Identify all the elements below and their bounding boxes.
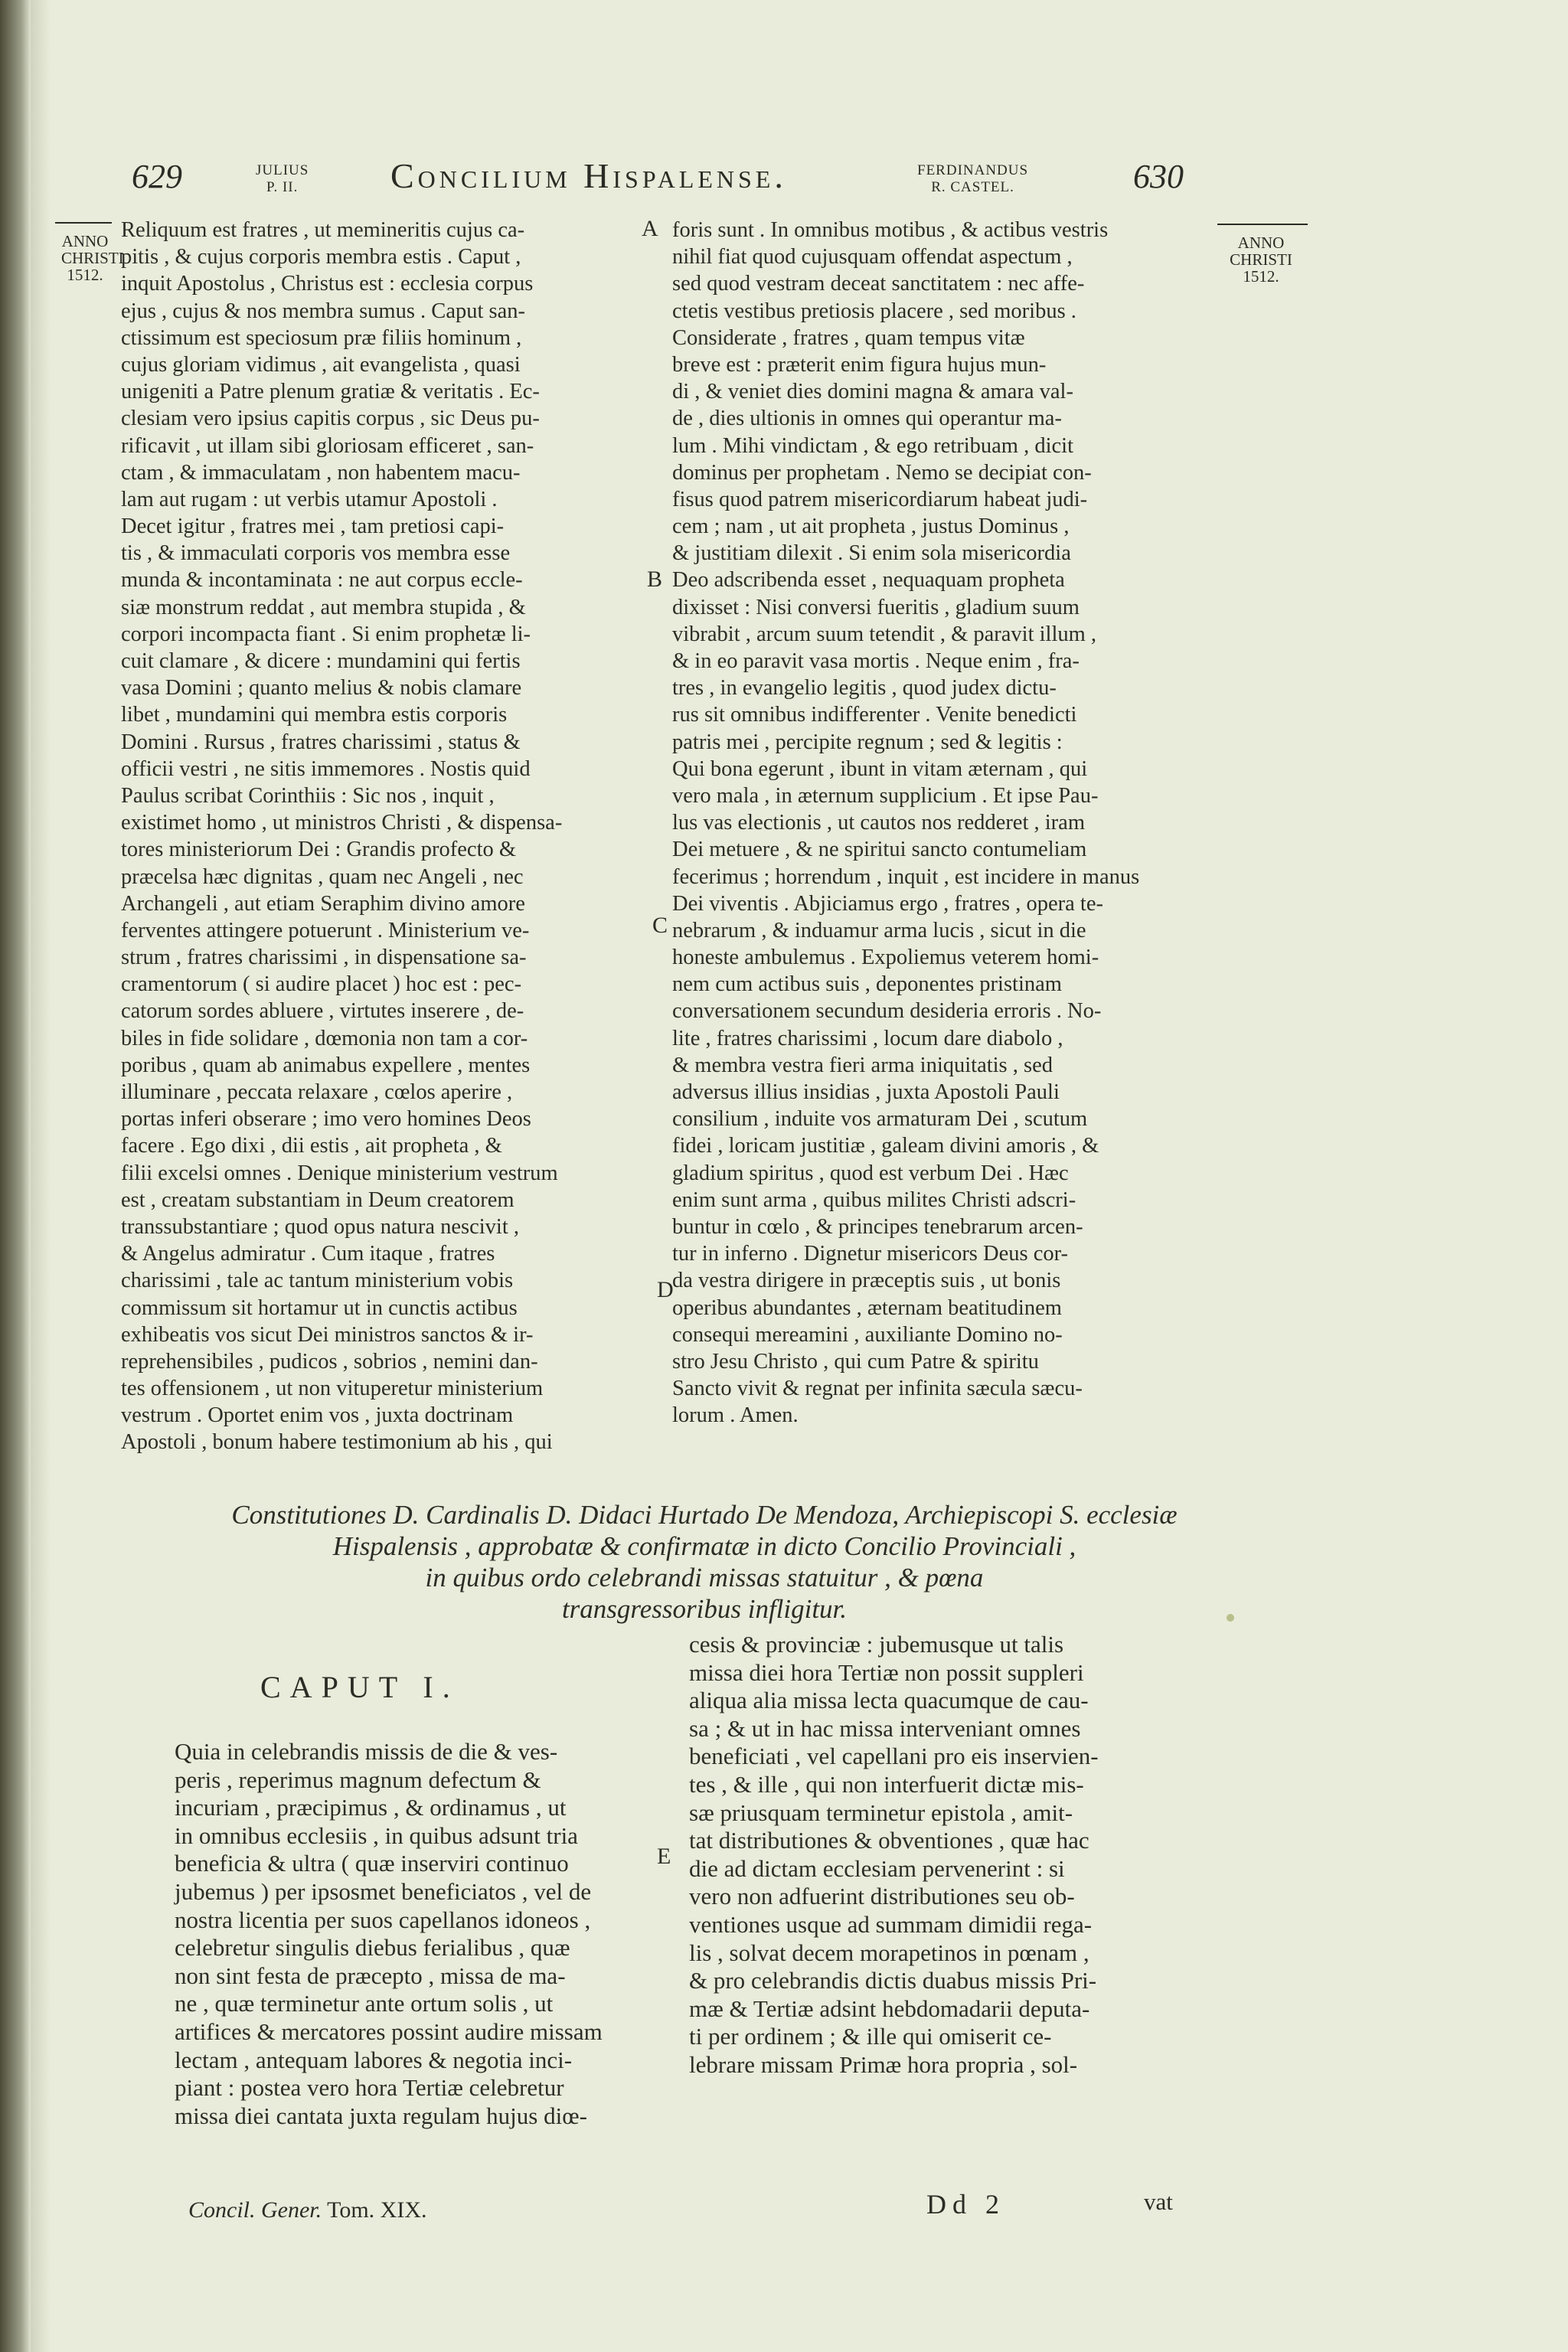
text-line: & justitiam dilexit . Si enim sola misericordia [672, 541, 1071, 566]
text-line: breve est : præterit enim figura hujus mun- [672, 352, 1047, 377]
text-line: cuit clamare , & dicere : mundamini qui fertis [121, 649, 521, 673]
margin-note-right-line3: 1512. [1243, 267, 1279, 286]
text-line: rus sit omnibus indifferenter . Venite benedicti [672, 703, 1077, 727]
text-line: jubemus ) per ipsosmet beneficiatos , vel de [175, 1877, 592, 1905]
section-letter-c: C [652, 913, 668, 938]
text-line: lus vas electionis , ut cautos nos redderet , iram [672, 811, 1085, 835]
text-line: commissum sit hortamur ut in cunctis actibus [121, 1295, 518, 1320]
margin-note-left-line1: ANNO [61, 232, 109, 250]
text-line: buntur in cœlo , & principes tenebrarum arcen- [672, 1214, 1083, 1239]
text-line: rificavit , ut illam sibi gloriosam efficeret , san- [121, 433, 534, 458]
header-pope-number: P. II. [266, 179, 299, 195]
text-line: ti per ordinem ; & ille qui omiserit ce- [689, 2023, 1052, 2050]
footer-signature [188, 2197, 427, 2223]
footer-series: Concil. Gener. [188, 2197, 322, 2223]
section-letter-e: E [657, 1844, 671, 1869]
text-line: vestrum . Oportet enim vos , juxta doctrinam [121, 1403, 514, 1428]
text-line: tores ministeriorum Dei : Grandis profecto & [121, 838, 517, 862]
text-line: tres , in evangelio legitis , quod judex dictu- [672, 676, 1057, 701]
text-line: nem cum actibus suis , deponentes pristinam [672, 972, 1062, 997]
text-line: de , dies ultionis in omnes qui operantur ma- [672, 407, 1062, 431]
catchword: vat [1144, 2188, 1173, 2215]
text-line: missa diei cantata juxta regulam hujus diœ- [175, 2102, 587, 2129]
text-line: enim sunt arma , quibus milites Christi adscri- [672, 1187, 1076, 1212]
text-line: fisus quod patrem misericordiarum habeat judi- [672, 487, 1088, 511]
text-line: lum . Mihi vindictam , & ego retribuam , dicit [672, 433, 1073, 458]
text-line: & Angelus admiratur . Cum itaque , fratres [121, 1242, 495, 1266]
text-line: ventiones usque ad summam dimidii rega- [689, 1910, 1093, 1938]
text-line: Qui bona egerunt , ibunt in vitam æternam , qui [672, 756, 1088, 781]
text-line: Considerate , fratres , quam tempus vitæ [672, 325, 1025, 350]
text-line: gladium spiritus , quod est verbum Dei . Hæc [672, 1161, 1069, 1185]
text-line: & pro celebrandis dictis duabus missis Pri- [689, 1967, 1097, 1994]
text-line: inquit Apostolus , Christus est : ecclesia corpus [121, 272, 534, 296]
text-line: patris mei , percipite regnum ; sed & legitis : [672, 730, 1063, 754]
text-line: Dei metuere , & ne spiritui sancto contumeliam [672, 838, 1087, 862]
text-line: ferventes attingere potuerunt . Ministerium ve- [121, 918, 530, 942]
text-line: Deo adscribenda esset , nequaquam propheta [672, 568, 1065, 593]
text-line: dominus per prophetam . Nemo se decipiat con- [672, 460, 1092, 485]
margin-rule-right [1217, 224, 1308, 225]
text-line: cramentorum ( si audire placet ) hoc est : pec- [121, 972, 522, 997]
text-line: conversationem secundum desideria erroris . No- [672, 999, 1102, 1024]
text-line: strum , fratres charissimi , in dispensatione sa- [121, 946, 527, 970]
text-line: beneficia & ultra ( quæ inserviri continuo [175, 1850, 569, 1877]
text-line: fidei , loricam justitiæ , galeam divini amoris , & [672, 1134, 1099, 1158]
text-line: foris sunt . In omnibus motibus , & actibus vestris [672, 218, 1109, 242]
text-line: sed quod vestram deceat sanctitatem : nec affe- [672, 272, 1085, 296]
text-line: tes offensionem , ut non vituperetur ministerium [121, 1377, 544, 1401]
text-line: ctissimum est speciosum præ filiis hominum , [121, 325, 522, 350]
text-line: facere . Ego dixi , dii estis , ait propheta , & [121, 1134, 502, 1158]
text-line: artifices & mercatores possint audire missam [175, 2017, 603, 2045]
text-line: incuriam , præcipimus , & ordinamus , ut [175, 1794, 567, 1821]
left-column-caput-text [175, 1738, 642, 2130]
margin-note-right [1216, 234, 1306, 285]
book-gutter-shadow [0, 0, 31, 2352]
text-line: biles in fide solidare , dœmonia non tam a cor- [121, 1026, 528, 1050]
text-line: missa diei hora Tertiæ non possit suppleri [689, 1658, 1084, 1686]
text-line: fecerimus ; horrendum , inquit , est incidere in manus [672, 864, 1140, 889]
text-line: ejus , cujus & nos membra sumus . Caput san- [121, 299, 525, 323]
signature-mark: Dd 2 [926, 2189, 1005, 2220]
caput-heading: CAPUT I. [260, 1670, 459, 1704]
text-line: unigeniti a Patre plenum gratiæ & veritatis . Ec- [121, 380, 540, 404]
text-line: honeste ambulemus . Expoliemus veterem homi- [672, 946, 1099, 970]
text-line: transsubstantiare ; quod opus natura nescivit , [121, 1214, 520, 1239]
text-line: pitis , & cujus corporis membra estis . Caput , [121, 245, 521, 270]
text-line: consilium , induite vos armaturam Dei , scutum [672, 1107, 1088, 1132]
text-line: nostra licentia per suos capellanos idoneos , [175, 1906, 591, 1933]
margin-note-right-line2: CHRISTI [1230, 250, 1292, 269]
text-line: vasa Domini ; quanto melius & nobis clamare [121, 676, 522, 701]
text-line: beneficiati , vel capellani pro eis inservien- [689, 1743, 1099, 1770]
text-line: munda & incontaminata : ne aut corpus eccle- [121, 568, 523, 593]
constitution-heading-line3: in quibus ordo celebrandi missas statuitur , & pœna [425, 1563, 984, 1592]
text-line: celebretur singulis diebus ferialibus , quæ [175, 1934, 570, 1962]
text-line: charissimi , tale ac tantum ministerium vobis [121, 1269, 514, 1293]
header-king-name: FERDINANDUS [917, 162, 1029, 178]
text-line: tis , & immaculati corporis vos membra esse [121, 541, 511, 566]
text-line: nihil fiat quod cujusquam offendat aspectum , [672, 245, 1073, 270]
text-line: piant : postea vero hora Tertiæ celebretur [175, 2074, 564, 2102]
text-line: lis , solvat decem morapetinos in pœnam , [689, 1939, 1089, 1966]
header-pope-name: JULIUS [256, 162, 309, 178]
text-line: aliqua alia missa lecta quacumque de cau- [689, 1687, 1089, 1714]
text-line: Decet igitur , fratres mei , tam pretiosi capi- [121, 514, 505, 539]
text-line: sa ; & ut in hac missa interveniant omnes [689, 1714, 1081, 1742]
text-line: peris , reperimus magnum defectum & [175, 1766, 541, 1793]
text-line: dixisset : Nisi conversi fueritis , gladium suum [672, 595, 1080, 619]
text-line: Apostoli , bonum habere testimonium ab his , qui [121, 1430, 553, 1455]
text-line: ctetis vestibus pretiosis placere , sed moribus . [672, 299, 1076, 323]
text-line: est , creatam substantiam in Deum creatorem [121, 1187, 514, 1212]
constitution-heading-line4: transgressoribus infligitur. [561, 1594, 848, 1624]
text-line: consequi mereamini , auxiliante Domino no- [672, 1322, 1063, 1347]
left-column-text [121, 217, 634, 1456]
margin-rule-left [55, 222, 112, 224]
footer-volume: Tom. XIX. [327, 2197, 427, 2223]
text-line: existimet homo , ut ministros Christi , & dispensa- [121, 811, 563, 835]
section-letter-b: B [647, 567, 663, 592]
text-line: in omnibus ecclesiis , in quibus adsunt tria [175, 1821, 578, 1849]
text-line: Paulus scribat Corinthiis : Sic nos , inquit , [121, 783, 495, 808]
text-line: poribus , quam ab animabus expellere , mentes [121, 1053, 531, 1077]
text-line: cesis & provinciæ : jubemusque ut talis [689, 1631, 1064, 1658]
text-line: Domini . Rursus , fratres charissimi , status & [121, 730, 521, 754]
margin-note-right-line1: ANNO [1237, 234, 1285, 252]
text-line: vero non adfuerint distributiones seu ob- [689, 1883, 1075, 1910]
text-line: libet , mundamini qui membra estis corporis [121, 703, 508, 727]
text-line: præcelsa hæc dignitas , quam nec Angeli , nec [121, 864, 524, 889]
text-line: lite , fratres charissimi , locum dare diabolo , [672, 1026, 1063, 1050]
text-line: officii vestri , ne sitis immemores . Nostis quid [121, 756, 531, 781]
text-line: Archangeli , aut etiam Seraphim divino amore [121, 891, 525, 916]
text-line: nebrarum , & induamur arma lucis , sicut in die [672, 918, 1086, 942]
text-line: portas inferi obserare ; imo vero homines Deos [121, 1107, 531, 1132]
text-line: Dei viventis . Abjiciamus ergo , fratres , opera te- [672, 891, 1103, 916]
constitution-heading-line1: Constitutiones D. Cardinalis D. Didaci Hurtado De Mendoza, Archiepiscopi S. ecclesiæ [231, 1500, 1178, 1530]
text-line: lorum . Amen. [672, 1403, 799, 1428]
text-line: & membra vestra fieri arma iniquitatis , sed [672, 1053, 1054, 1077]
right-column-text [672, 217, 1208, 1429]
page-number-right: 630 [1133, 158, 1184, 195]
text-line: ctam , & immaculatam , non habentem macu- [121, 460, 521, 485]
right-column-caput-text [689, 1631, 1217, 2079]
text-line: tat distributiones & obventiones , quæ hac [689, 1827, 1089, 1854]
page-title: Concilium Hispalense. [390, 156, 787, 195]
text-line: illuminare , peccata relaxare , cœlos aperire , [121, 1080, 513, 1104]
section-letter-a: A [642, 216, 658, 241]
text-line: reprehensibiles , pudicos , sobrios , nemini dan- [121, 1349, 538, 1374]
text-line: non sint festa de præcepto , missa de ma- [175, 1962, 566, 1989]
text-line: tes , & ille , qui non interfuerit dictæ mis- [689, 1770, 1084, 1798]
text-line: clesiam vero ipsius capitis corpus , sic Deus pu- [121, 407, 540, 431]
text-line: di , & veniet dies domini magna & amara val- [672, 380, 1073, 404]
text-line: ne , quæ terminetur ante ortum solis , ut [175, 1990, 554, 2017]
text-line: Reliquum est fratres , ut memineritis cujus ca- [121, 218, 525, 242]
margin-note-left-line2: CHRISTI [61, 249, 124, 267]
constitution-heading-line2: Hispalensis , approbatæ & confirmatæ in dicto Concilio Provinciali , [332, 1531, 1076, 1561]
page-edge [31, 0, 51, 2352]
text-line: catorum sordes abluere , virtutes inserere , de- [121, 999, 524, 1024]
text-line: vero mala , in æternum supplicium . Et ipse Pau- [672, 783, 1099, 808]
text-line: exhibeatis vos sicut Dei ministros sanctos & ir- [121, 1322, 534, 1347]
header-king [917, 162, 1028, 196]
text-line: operibus abundantes , æternam beatitudinem [672, 1295, 1062, 1320]
text-line: & in eo paravit vasa mortis . Neque enim , fra- [672, 649, 1080, 673]
constitution-heading [122, 1499, 1286, 1625]
text-line: da vestra dirigere in præceptis suis , ut bonis [672, 1269, 1061, 1293]
text-line: adversus illius insidias , juxta Apostoli Pauli [672, 1080, 1060, 1104]
text-line: vibrabit , arcum suum tetendit , & paravit illum , [672, 622, 1097, 646]
margin-note-left [61, 232, 124, 284]
text-line: filii excelsi omnes . Denique ministerium vestrum [121, 1161, 558, 1185]
text-line: lectam , antequam labores & negotia inci- [175, 2046, 573, 2073]
section-letter-d: D [657, 1277, 674, 1302]
text-line: corpori incompacta fiant . Si enim prophetæ li- [121, 622, 531, 646]
text-line: stro Jesu Christo , qui cum Patre & spiritu [672, 1349, 1039, 1374]
text-line: siæ monstrum reddat , aut membra stupida , & [121, 595, 526, 619]
text-line: lam aut rugam : ut verbis utamur Apostoli . [121, 487, 498, 511]
text-line: sæ priusquam terminetur epistola , amit- [689, 1798, 1073, 1826]
header-king-title: R. CASTEL. [931, 179, 1014, 195]
text-line: Sancto vivit & regnat per infinita sæcula sæcu- [672, 1377, 1083, 1401]
text-line: Quia in celebrandis missis de die & ves- [175, 1738, 558, 1765]
text-line: cujus gloriam vidimus , ait evangelista , quasi [121, 352, 521, 377]
page-number-left: 629 [132, 158, 182, 195]
text-line: lebrare missam Primæ hora propria , sol- [689, 2050, 1078, 2078]
text-line: mæ & Tertiæ adsint hebdomadarii deputa- [689, 1994, 1090, 2022]
text-line: cem ; nam , ut ait propheta , justus Dominus , [672, 514, 1070, 539]
margin-note-left-line3: 1512. [67, 266, 103, 284]
header-pope [256, 162, 309, 196]
paper-speck [1227, 1614, 1234, 1622]
text-line: tur in inferno . Dignetur misericors Deus cor- [672, 1242, 1069, 1266]
text-line: die ad dictam ecclesiam pervenerint : si [689, 1854, 1065, 1882]
